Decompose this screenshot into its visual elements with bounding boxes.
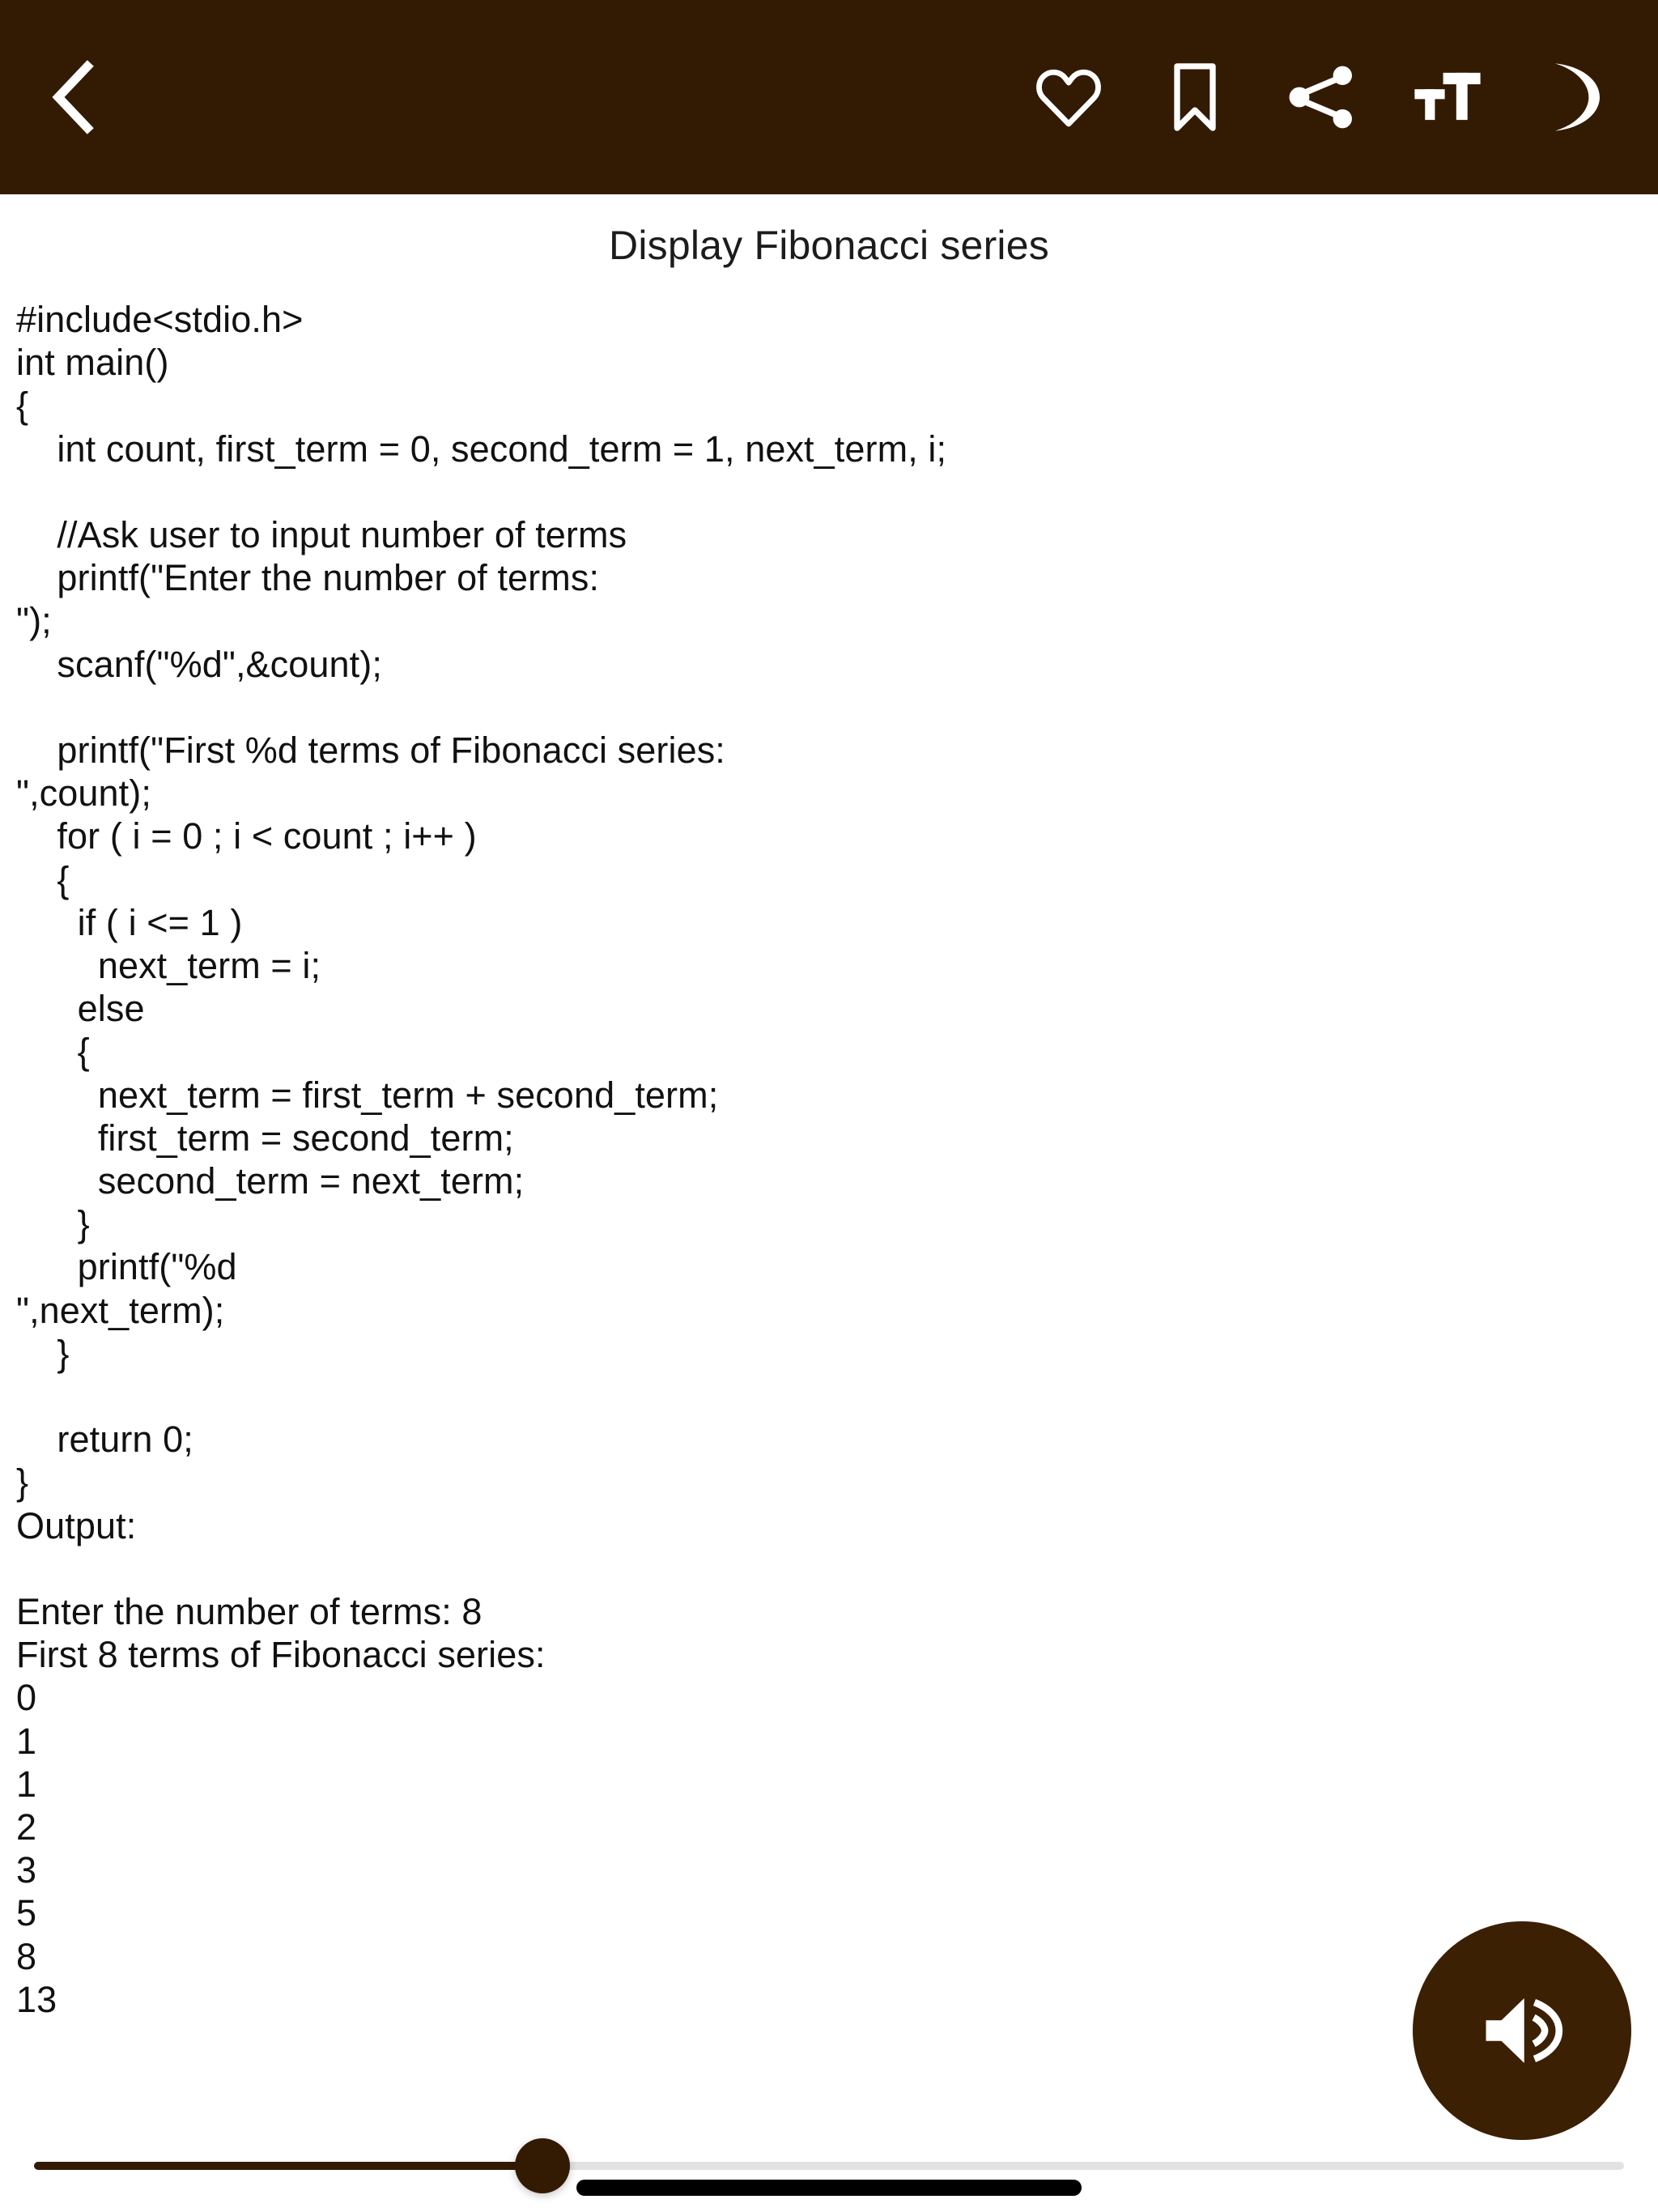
favorite-button[interactable] xyxy=(1027,55,1111,139)
code-line: } xyxy=(16,1461,29,1504)
code-line: int main() xyxy=(16,342,169,384)
code-line: First 8 terms of Fibonacci series: xyxy=(16,1634,546,1676)
speaker-volume-icon xyxy=(1474,1986,1570,2075)
code-line: printf("%d xyxy=(16,1246,237,1288)
article-body xyxy=(16,298,1642,2021)
code-line: } xyxy=(16,1332,70,1374)
code-line: second_term = next_term; xyxy=(16,1160,525,1202)
share-icon xyxy=(1286,63,1357,131)
code-line: ",next_term); xyxy=(16,1289,225,1331)
code-line: next_term = i; xyxy=(16,945,321,987)
bookmark-button[interactable] xyxy=(1153,55,1237,139)
code-line: else xyxy=(16,988,145,1030)
code-line: next_term = first_term + second_term; xyxy=(16,1074,719,1116)
code-line: scanf("%d",&count); xyxy=(16,643,382,685)
code-line: ",count); xyxy=(16,772,151,815)
slider-thumb[interactable] xyxy=(515,2138,570,2193)
blank-line xyxy=(16,1375,1642,1418)
code-line: 0 xyxy=(16,1677,37,1719)
code-line: 3 xyxy=(16,1849,37,1891)
dark-mode-icon xyxy=(1541,58,1607,136)
blank-line xyxy=(16,1547,1642,1590)
code-line: 5 xyxy=(16,1892,37,1934)
dark-mode-button[interactable] xyxy=(1532,55,1616,139)
code-line: if ( i <= 1 ) xyxy=(16,901,243,943)
back-button[interactable] xyxy=(24,49,121,146)
app-header xyxy=(0,0,1658,194)
code-line: 13 xyxy=(16,1978,57,2020)
code-line: #include<stdio.h> xyxy=(16,299,304,340)
code-line: 1 xyxy=(16,1763,37,1805)
code-line: return 0; xyxy=(16,1419,193,1461)
bookmark-icon xyxy=(1168,62,1222,133)
code-line: } xyxy=(16,1203,90,1245)
code-line: { xyxy=(16,385,29,427)
code-line: Enter the number of terms: 8 xyxy=(16,1591,483,1633)
text-size-button[interactable] xyxy=(1405,55,1490,139)
text-to-speech-button[interactable] xyxy=(1413,1921,1631,2140)
favorite-icon xyxy=(1034,65,1103,130)
code-line: 2 xyxy=(16,1806,37,1848)
blank-line xyxy=(16,470,1642,513)
code-line: first_term = second_term; xyxy=(16,1117,514,1159)
code-line: { xyxy=(16,1031,90,1073)
share-button[interactable] xyxy=(1279,55,1363,139)
code-line: { xyxy=(16,858,70,900)
slider-fill xyxy=(34,2162,542,2170)
header-action-group xyxy=(1027,55,1627,139)
code-line: for ( i = 0 ; i < count ; i++ ) xyxy=(16,815,477,857)
code-line: printf("Enter the number of terms: xyxy=(16,557,600,599)
code-line: //Ask user to input number of terms xyxy=(16,514,627,555)
code-line: 8 xyxy=(16,1935,37,1977)
code-line: Output: xyxy=(16,1504,137,1546)
page-title: Display Fibonacci series xyxy=(609,223,1049,268)
code-line: int count, first_term = 0, second_term = 1, next_term, i; xyxy=(16,428,947,470)
code-line: "); xyxy=(16,600,52,642)
home-indicator-bar xyxy=(576,2180,1082,2196)
blank-line xyxy=(16,686,1642,729)
text-size-icon xyxy=(1412,65,1483,130)
code-line: printf("First %d terms of Fibonacci series: xyxy=(16,730,725,771)
code-line: 1 xyxy=(16,1720,37,1762)
chevron-left-icon xyxy=(47,60,99,134)
